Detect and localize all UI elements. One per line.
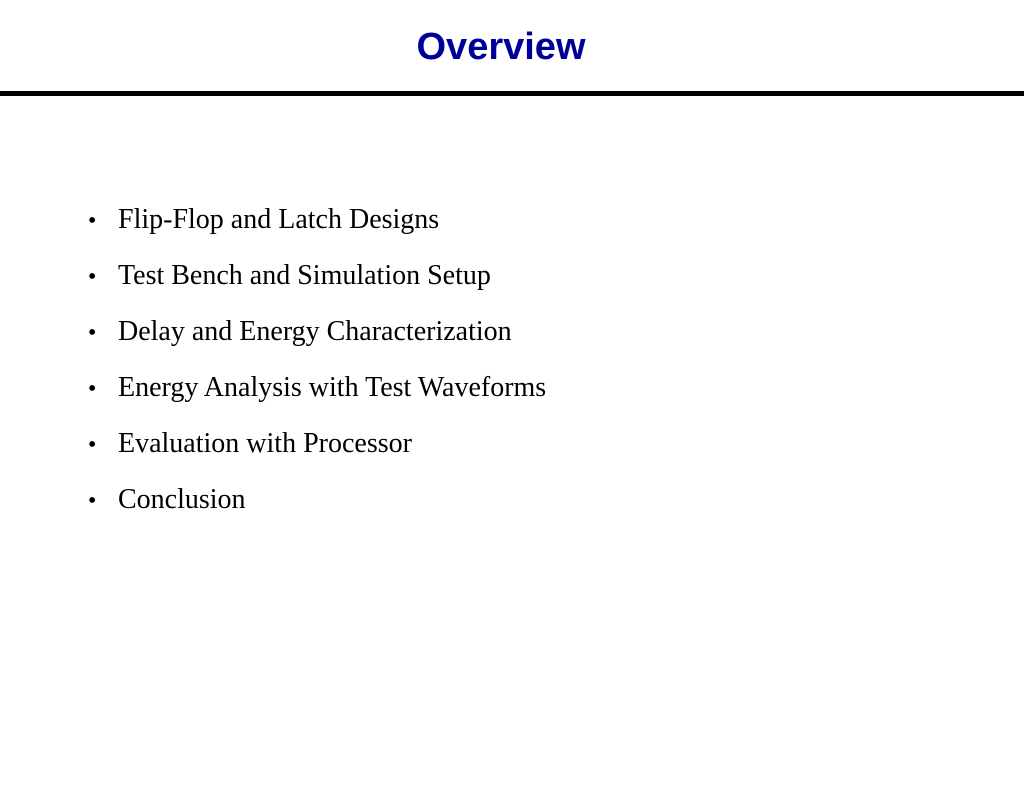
list-item xyxy=(88,198,546,254)
bullet-icon: • xyxy=(88,488,97,514)
bullet-icon: • xyxy=(88,208,97,234)
bullet-text: Evaluation with Processor xyxy=(118,428,412,459)
bullet-text: Test Bench and Simulation Setup xyxy=(118,260,491,291)
bullet-icon: • xyxy=(88,432,97,458)
list-item xyxy=(88,254,546,310)
bullet-list xyxy=(88,198,546,534)
bullet-icon: • xyxy=(88,264,97,290)
list-item xyxy=(88,478,546,534)
bullet-icon: • xyxy=(88,376,97,402)
slide-title: Overview xyxy=(416,26,586,68)
bullet-text: Flip-Flop and Latch Designs xyxy=(118,204,440,235)
bullet-icon: • xyxy=(88,320,97,346)
bullet-text: Conclusion xyxy=(118,484,246,515)
bullet-text: Delay and Energy Characterization xyxy=(118,316,512,347)
list-item xyxy=(88,366,546,422)
bullet-text: Energy Analysis with Test Waveforms xyxy=(118,372,547,403)
title-divider xyxy=(0,91,1024,96)
list-item xyxy=(88,310,546,366)
list-item xyxy=(88,422,546,478)
